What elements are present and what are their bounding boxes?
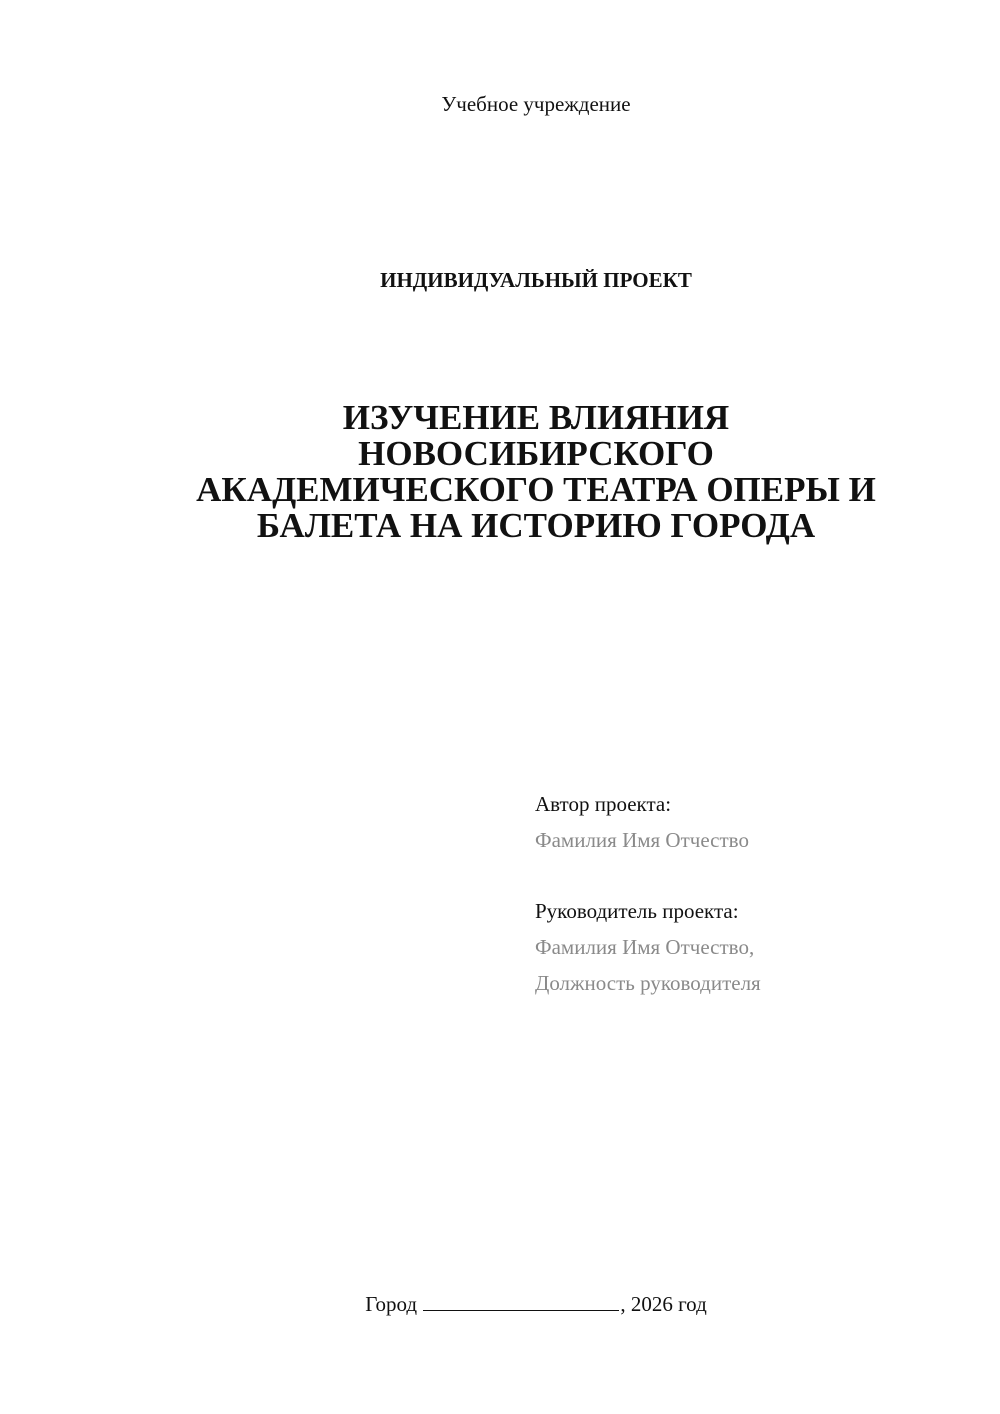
document-title: [100, 400, 972, 544]
document-type: ИНДИВИДУАЛЬНЫЙ ПРОЕКТ: [380, 268, 692, 292]
supervisor-label: Руководитель проекта:: [535, 899, 739, 923]
city-label: Город: [365, 1292, 418, 1316]
supervisor-position: Должность руководителя: [535, 971, 761, 995]
city-blank-line: [423, 1290, 619, 1311]
author-label: Автор проекта:: [535, 792, 672, 816]
author-name: Фамилия Имя Отчество: [535, 828, 749, 852]
institution-name: Учебное учреждение: [441, 92, 631, 116]
year-text: , 2026 год: [620, 1292, 707, 1316]
title-line-4: БАЛЕТА НА ИСТОРИЮ ГОРОДА: [256, 506, 816, 545]
author-block: [535, 786, 975, 858]
title-line-3: АКАДЕМИЧЕСКОГО ТЕАТРА ОПЕРЫ И: [196, 470, 876, 509]
title-line-2: НОВОСИБИРСКОГО: [358, 434, 714, 473]
supervisor-name: Фамилия Имя Отчество,: [535, 935, 755, 959]
title-line-1: ИЗУЧЕНИЕ ВЛИЯНИЯ: [342, 398, 730, 437]
supervisor-block: [535, 893, 975, 1001]
city-year-line: [0, 1290, 1000, 1317]
